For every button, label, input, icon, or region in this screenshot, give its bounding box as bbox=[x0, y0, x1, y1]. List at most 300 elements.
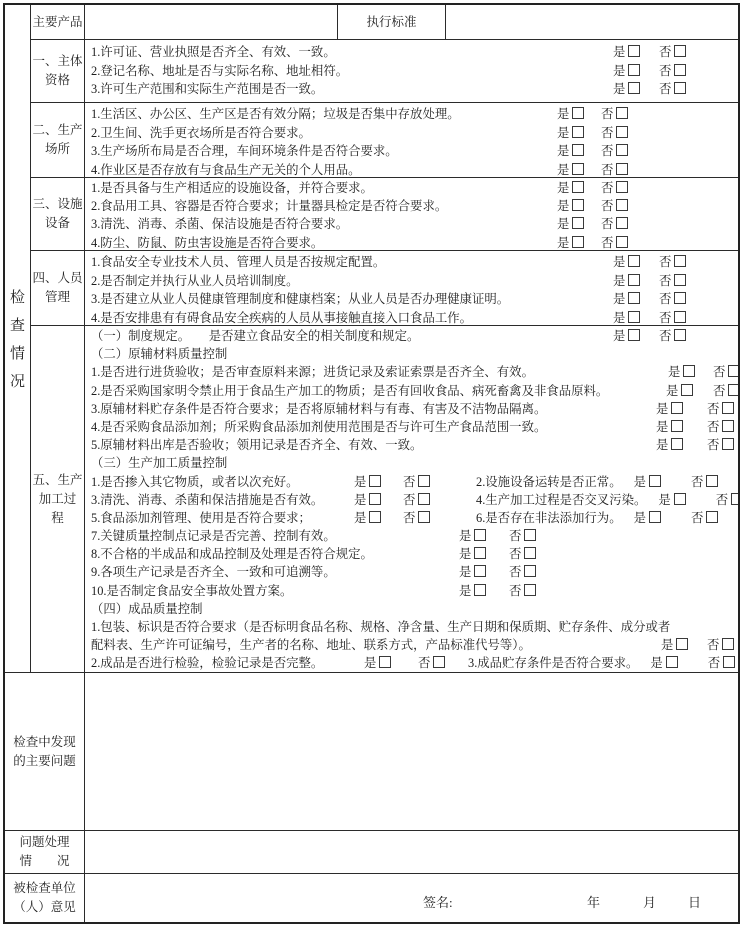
date-day-label: 日 bbox=[688, 895, 702, 910]
no-label: 否 bbox=[690, 510, 704, 525]
no-checkbox[interactable] bbox=[601, 142, 628, 161]
question-text: （二）原辅材料质量控制 bbox=[91, 347, 228, 362]
no-checkbox[interactable] bbox=[601, 124, 628, 143]
yes-label: 是 bbox=[656, 438, 669, 453]
checkbox-box bbox=[616, 236, 628, 248]
yes-checkbox[interactable] bbox=[634, 475, 661, 489]
checklist-line bbox=[91, 363, 738, 381]
checklist-line bbox=[91, 400, 738, 418]
yes-label: 是 bbox=[354, 510, 367, 525]
inspection-status-side-label-char: 检 bbox=[9, 290, 25, 306]
yes-checkbox[interactable] bbox=[354, 491, 381, 509]
checkbox-box bbox=[628, 255, 640, 267]
section-label-line: 一、主体 bbox=[32, 54, 83, 68]
checklist-line bbox=[91, 290, 738, 309]
yes-label: 是 bbox=[557, 235, 570, 250]
yes-checkbox[interactable] bbox=[613, 80, 640, 99]
checkbox-box bbox=[728, 384, 739, 396]
question-text: 10.是否制定食品安全事故处置方案。 bbox=[91, 583, 293, 598]
yes-checkbox[interactable] bbox=[557, 215, 584, 233]
no-checkbox[interactable] bbox=[713, 382, 739, 400]
question-text: 4.防尘、防鼠、防虫害设施是否符合要求。 bbox=[91, 235, 324, 250]
yes-checkbox[interactable] bbox=[666, 382, 693, 400]
section-label-line: 加工过 bbox=[38, 491, 77, 506]
date-month-label: 月 bbox=[643, 895, 657, 910]
checklist-line bbox=[91, 636, 738, 654]
question-text: 3.成品贮存条件是否符合要求。 bbox=[468, 656, 639, 671]
yes-checkbox[interactable] bbox=[656, 400, 683, 418]
no-label: 否 bbox=[659, 255, 672, 269]
no-checkbox[interactable] bbox=[659, 253, 686, 272]
yes-label: 是 bbox=[613, 310, 626, 325]
main-product-value-field[interactable] bbox=[84, 4, 338, 41]
checkbox-box bbox=[681, 384, 693, 396]
no-checkbox[interactable] bbox=[707, 636, 734, 654]
checkbox-box bbox=[628, 292, 640, 304]
yes-label: 是 bbox=[613, 255, 626, 269]
question-text: （一）制度规定。 是否建立食品安全的相关制度和规定。 bbox=[91, 329, 420, 343]
checklist-line bbox=[91, 161, 738, 179]
inspection-status-side-label-char: 况 bbox=[9, 374, 25, 390]
no-checkbox[interactable] bbox=[403, 509, 430, 527]
yes-checkbox[interactable] bbox=[557, 105, 584, 124]
checkbox-box bbox=[671, 438, 683, 450]
no-checkbox[interactable] bbox=[659, 80, 686, 99]
question-text: 2.设施设备运转是否正常。 bbox=[476, 474, 622, 489]
main-product-label-text: 主要产品 bbox=[32, 15, 83, 29]
no-checkbox[interactable] bbox=[659, 43, 686, 62]
no-label: 否 bbox=[659, 329, 672, 343]
no-checkbox[interactable] bbox=[509, 582, 536, 600]
question-text: 4.生产加工过程是否交叉污染。 bbox=[476, 492, 647, 507]
no-label: 否 bbox=[707, 419, 720, 434]
checklist-line bbox=[91, 234, 738, 251]
question-text: 3.清洗、消毒、杀菌和保洁措施是否有效。 bbox=[91, 492, 324, 507]
section-label-4 bbox=[30, 250, 85, 326]
checkbox-box bbox=[706, 511, 718, 523]
checkbox-box bbox=[474, 565, 486, 577]
checkbox-box bbox=[674, 329, 686, 341]
yes-checkbox[interactable] bbox=[364, 654, 391, 672]
checkbox-box bbox=[524, 565, 536, 577]
checklist-line bbox=[91, 197, 738, 215]
yes-checkbox[interactable] bbox=[354, 473, 381, 491]
section-label-line: 四、人员 bbox=[32, 271, 83, 285]
no-label: 否 bbox=[659, 273, 672, 288]
issue-handling-label bbox=[4, 830, 85, 874]
no-label: 否 bbox=[715, 492, 729, 507]
no-label: 否 bbox=[509, 565, 522, 580]
question-text: 配料表、生产许可证编号，生产者的名称、地址、联系方式，产品标准代号等）。 bbox=[91, 638, 531, 653]
section-label-line: 场所 bbox=[44, 142, 70, 156]
no-checkbox[interactable] bbox=[707, 400, 734, 418]
inspected-opinion-content-field[interactable] bbox=[84, 873, 739, 923]
issues-found-label bbox=[4, 672, 85, 831]
yes-label: 是 bbox=[650, 656, 663, 671]
no-checkbox[interactable] bbox=[659, 272, 686, 291]
inspected-opinion-label-line1: 被检查单位 bbox=[13, 881, 76, 895]
issues-found-label-line1: 检查中发现 bbox=[13, 734, 76, 749]
section-label-2 bbox=[30, 102, 85, 178]
checklist-line bbox=[91, 327, 738, 345]
checkbox-box bbox=[628, 274, 640, 286]
checkbox-box bbox=[369, 511, 381, 523]
no-checkbox[interactable] bbox=[601, 215, 628, 233]
yes-checkbox[interactable] bbox=[459, 563, 486, 581]
yes-label: 是 bbox=[557, 144, 570, 158]
checklist-line bbox=[91, 179, 738, 197]
yes-checkbox[interactable] bbox=[557, 124, 584, 143]
checkbox-box bbox=[433, 656, 445, 668]
yes-checkbox[interactable] bbox=[613, 43, 640, 62]
checkbox-box bbox=[369, 475, 381, 487]
issue-handling-label-line1: 问题处理 bbox=[19, 835, 70, 849]
checkbox-box bbox=[572, 181, 584, 193]
question-text: 3.清洗、消毒、杀菌、保洁设施是否符合要求。 bbox=[91, 217, 349, 232]
checkbox-box bbox=[474, 529, 486, 541]
checkbox-box bbox=[674, 274, 686, 286]
yes-checkbox[interactable] bbox=[557, 234, 584, 251]
yes-checkbox[interactable] bbox=[459, 582, 486, 600]
section-content-3 bbox=[84, 177, 739, 251]
question-text: 2.登记名称、地址是否与实际名称、地址相符。 bbox=[91, 63, 349, 78]
question-text: 6.是否存在非法添加行为。 bbox=[476, 510, 622, 525]
yes-label: 是 bbox=[557, 217, 570, 232]
no-label: 否 bbox=[403, 510, 416, 525]
checklist-line bbox=[91, 654, 738, 672]
sub-question-group bbox=[468, 654, 735, 672]
no-label: 否 bbox=[403, 474, 416, 489]
question-text: 8.不合格的半成品和成品控制及处理是否符合规定。 bbox=[91, 547, 373, 562]
no-label: 否 bbox=[403, 492, 416, 507]
checklist-line bbox=[91, 345, 738, 363]
checkbox-box bbox=[731, 493, 739, 505]
date-year-label: 年 bbox=[587, 895, 601, 910]
checkbox-box bbox=[649, 511, 661, 523]
execution-standard-label bbox=[337, 4, 446, 41]
no-checkbox[interactable] bbox=[601, 179, 628, 197]
question-text: （四）成品质量控制 bbox=[91, 601, 203, 616]
yes-checkbox[interactable] bbox=[668, 363, 695, 381]
no-checkbox[interactable] bbox=[601, 234, 628, 251]
checkbox-box bbox=[674, 255, 686, 267]
issue-handling-label-line2: 情 况 bbox=[19, 854, 70, 868]
checkbox-box bbox=[418, 493, 430, 505]
inspected-opinion-label bbox=[4, 873, 85, 923]
checkbox-box bbox=[418, 511, 430, 523]
no-checkbox[interactable] bbox=[403, 473, 430, 491]
checklist-line bbox=[91, 418, 738, 436]
no-checkbox[interactable] bbox=[659, 309, 686, 327]
checkbox-box bbox=[628, 329, 640, 341]
no-label: 否 bbox=[659, 82, 672, 96]
yes-checkbox[interactable] bbox=[613, 327, 640, 345]
no-label: 否 bbox=[601, 199, 614, 214]
yes-checkbox[interactable] bbox=[613, 253, 640, 272]
section-label-5 bbox=[30, 325, 85, 673]
signature-label: 签名: bbox=[423, 895, 453, 910]
no-checkbox[interactable] bbox=[659, 327, 686, 345]
checkbox-box bbox=[572, 236, 584, 248]
checkbox-box bbox=[674, 493, 686, 505]
checkbox-box bbox=[616, 126, 628, 138]
question-text: 1.生活区、办公区、生产区是否有效分隔；垃圾是否集中存放处理。 bbox=[91, 107, 460, 121]
checkbox-box bbox=[524, 529, 536, 541]
question-text: 7.关键质量控制点记录是否完善、控制有效。 bbox=[91, 529, 336, 544]
yes-checkbox[interactable] bbox=[557, 142, 584, 161]
no-label: 否 bbox=[601, 235, 614, 250]
no-checkbox[interactable] bbox=[713, 363, 739, 381]
inspection-status-side-label bbox=[4, 4, 31, 673]
no-checkbox[interactable] bbox=[691, 475, 718, 489]
yes-checkbox[interactable] bbox=[613, 62, 640, 81]
checkbox-box bbox=[723, 656, 735, 668]
question-text: 1.是否进行进货验收；是否审查原料来源；进货记录及索证索票是否齐全、有效。 bbox=[91, 365, 534, 380]
checkbox-box bbox=[524, 547, 536, 559]
no-checkbox[interactable] bbox=[707, 418, 734, 436]
checklist-line bbox=[91, 527, 738, 545]
checkbox-box bbox=[628, 82, 640, 94]
checkbox-box bbox=[666, 656, 678, 668]
checkbox-box bbox=[722, 438, 734, 450]
yes-label: 是 bbox=[354, 492, 367, 507]
inspection-status-side-label-char: 情 bbox=[9, 346, 25, 362]
yes-label: 是 bbox=[557, 125, 570, 140]
no-label: 否 bbox=[601, 107, 614, 121]
execution-standard-label-text: 执行标准 bbox=[366, 15, 417, 29]
checklist-line bbox=[91, 253, 738, 272]
no-label: 否 bbox=[601, 217, 614, 232]
checklist-line bbox=[91, 309, 738, 327]
checklist-line bbox=[91, 80, 738, 99]
question-text: 1.是否掺入其它物质，或者以次充好。 bbox=[91, 474, 299, 489]
checkbox-box bbox=[572, 217, 584, 229]
question-text: 1.是否具备与生产相适应的设施设备，并符合要求。 bbox=[91, 181, 373, 195]
question-text: （三）生产加工质量控制 bbox=[91, 456, 228, 471]
no-label: 否 bbox=[713, 365, 726, 380]
question-text: 2.是否制定并执行从业人员培训制度。 bbox=[91, 273, 299, 288]
yes-label: 是 bbox=[459, 565, 472, 580]
no-label: 否 bbox=[659, 63, 672, 78]
checkbox-box bbox=[474, 584, 486, 596]
section-label-line: 资格 bbox=[44, 73, 70, 87]
question-text: 4.作业区是否存放有与食品生产无关的个人用品。 bbox=[91, 162, 361, 177]
no-checkbox[interactable] bbox=[707, 436, 734, 454]
yes-label: 是 bbox=[557, 181, 570, 195]
yes-label: 是 bbox=[459, 529, 472, 544]
checkbox-box bbox=[728, 365, 739, 377]
no-checkbox[interactable] bbox=[659, 62, 686, 81]
question-text: 4.是否采购食品添加剂；所采购食品添加剂使用范围是否与许可生产食品范围一致。 bbox=[91, 419, 547, 434]
section-label-line: 程 bbox=[51, 510, 64, 525]
no-label: 否 bbox=[601, 125, 614, 140]
no-label: 否 bbox=[659, 310, 672, 325]
yes-checkbox[interactable] bbox=[557, 161, 584, 179]
section-label-line: 二、生产 bbox=[32, 123, 83, 137]
checkbox-box bbox=[572, 163, 584, 175]
yes-label: 是 bbox=[459, 583, 472, 598]
checklist-line bbox=[91, 382, 738, 400]
checklist-line bbox=[91, 215, 738, 233]
sub-question-group bbox=[476, 473, 718, 491]
checkbox-box bbox=[674, 292, 686, 304]
issues-found-label-line2: 的主要问题 bbox=[13, 753, 76, 768]
checkbox-box bbox=[674, 45, 686, 57]
checklist-line bbox=[91, 509, 738, 527]
section-label-line: 五、生产 bbox=[32, 472, 83, 487]
checkbox-box bbox=[674, 64, 686, 76]
section-content-1 bbox=[84, 39, 739, 103]
yes-checkbox[interactable] bbox=[634, 511, 661, 525]
question-text: 1.食品安全专业技术人员、管理人员是否按规定配置。 bbox=[91, 255, 386, 269]
yes-checkbox[interactable] bbox=[656, 436, 683, 454]
yes-checkbox[interactable] bbox=[459, 545, 486, 563]
checkbox-box bbox=[616, 144, 628, 156]
no-checkbox[interactable] bbox=[691, 511, 718, 525]
no-checkbox[interactable] bbox=[659, 290, 686, 309]
yes-checkbox[interactable] bbox=[613, 309, 640, 327]
yes-label: 是 bbox=[666, 383, 679, 398]
yes-label: 是 bbox=[354, 474, 367, 489]
yes-label: 是 bbox=[364, 656, 377, 671]
yes-label: 是 bbox=[658, 492, 671, 507]
checkbox-box bbox=[722, 402, 734, 414]
yes-label: 是 bbox=[633, 510, 646, 525]
section-label-line: 三、设施 bbox=[32, 197, 83, 211]
question-text: 3.许可生产范围和实际生产范围是否一致。 bbox=[91, 82, 324, 96]
sub-question-group bbox=[476, 509, 718, 527]
sub-question-group bbox=[476, 491, 739, 509]
issues-found-content-field[interactable] bbox=[84, 672, 739, 831]
no-label: 否 bbox=[659, 45, 672, 59]
section-content-2 bbox=[84, 102, 739, 178]
checkbox-box bbox=[524, 584, 536, 596]
no-label: 否 bbox=[707, 438, 720, 453]
no-checkbox[interactable] bbox=[708, 656, 735, 670]
yes-label: 是 bbox=[668, 365, 681, 380]
no-label: 否 bbox=[509, 529, 522, 544]
yes-checkbox[interactable] bbox=[557, 197, 584, 215]
question-text: 2.卫生间、洗手更衣场所是否符合要求。 bbox=[91, 125, 311, 140]
checkbox-box bbox=[628, 311, 640, 323]
checkbox-box bbox=[616, 107, 628, 119]
checkbox-box bbox=[628, 45, 640, 57]
no-checkbox[interactable] bbox=[601, 197, 628, 215]
checklist-line bbox=[91, 142, 738, 161]
question-text: 2.成品是否进行检验，检验记录是否完整。 bbox=[91, 656, 324, 671]
yes-label: 是 bbox=[557, 162, 570, 177]
no-label: 否 bbox=[713, 383, 726, 398]
checkbox-box bbox=[676, 638, 688, 650]
no-checkbox[interactable] bbox=[509, 545, 536, 563]
checkbox-box bbox=[572, 144, 584, 156]
main-product-label bbox=[30, 4, 85, 41]
checklist-line bbox=[91, 272, 738, 291]
no-checkbox[interactable] bbox=[601, 161, 628, 179]
no-checkbox[interactable] bbox=[601, 105, 628, 124]
question-text: 3.是否建立从业人员健康管理制度和健康档案；从业人员是否办理健康证明。 bbox=[91, 292, 510, 306]
checkbox-box bbox=[369, 493, 381, 505]
section-label-line: 设备 bbox=[44, 216, 70, 230]
question-text: 3.原辅材料贮存条件是否符合要求；是否将原辅材料与有毒、有害及不洁物品隔离。 bbox=[91, 401, 547, 416]
checkbox-box bbox=[379, 656, 391, 668]
checkbox-box bbox=[649, 475, 661, 487]
yes-label: 是 bbox=[613, 273, 626, 288]
checklist-line bbox=[91, 43, 738, 62]
yes-checkbox[interactable] bbox=[650, 656, 677, 670]
question-text: 3.生产场所布局是否合理，车间环境条件是否符合要求。 bbox=[91, 144, 398, 158]
yes-checkbox[interactable] bbox=[613, 290, 640, 309]
yes-checkbox[interactable] bbox=[354, 509, 381, 527]
no-label: 否 bbox=[690, 474, 704, 489]
no-label: 否 bbox=[707, 656, 721, 671]
checkbox-box bbox=[474, 547, 486, 559]
yes-label: 是 bbox=[656, 401, 669, 416]
issue-handling-content-field[interactable] bbox=[84, 830, 739, 874]
no-label: 否 bbox=[509, 583, 522, 598]
no-label: 否 bbox=[601, 162, 614, 177]
yes-checkbox[interactable] bbox=[459, 527, 486, 545]
yes-label: 是 bbox=[613, 45, 626, 59]
checkbox-box bbox=[616, 181, 628, 193]
no-checkbox[interactable] bbox=[509, 563, 536, 581]
yes-label: 是 bbox=[613, 63, 626, 78]
no-label: 否 bbox=[659, 292, 672, 306]
no-checkbox[interactable] bbox=[509, 527, 536, 545]
section-content-5 bbox=[84, 325, 739, 673]
question-text: 1.包装、标识是否符合要求（是否标明食品名称、规格、净含量、生产日期和保质期、贮存条件、成分或者 bbox=[91, 620, 671, 634]
checkbox-box bbox=[683, 365, 695, 377]
checkbox-box bbox=[722, 638, 734, 650]
yes-checkbox[interactable] bbox=[557, 179, 584, 197]
yes-checkbox[interactable] bbox=[656, 418, 683, 436]
no-checkbox[interactable] bbox=[403, 491, 430, 509]
yes-checkbox[interactable] bbox=[658, 493, 685, 507]
checklist-line bbox=[91, 563, 738, 581]
checklist-line bbox=[91, 124, 738, 143]
yes-label: 是 bbox=[459, 547, 472, 562]
question-text: 5.原辅材料出库是否验收；领用记录是否齐全、有效、一致。 bbox=[91, 438, 423, 453]
checkbox-box bbox=[674, 311, 686, 323]
no-label: 否 bbox=[707, 401, 720, 416]
yes-label: 是 bbox=[661, 638, 674, 653]
no-checkbox[interactable] bbox=[418, 654, 445, 672]
checkbox-box bbox=[706, 475, 718, 487]
yes-label: 是 bbox=[557, 199, 570, 214]
checklist-line bbox=[91, 105, 738, 124]
checkbox-box bbox=[572, 107, 584, 119]
yes-label: 是 bbox=[656, 419, 669, 434]
question-text: 9.各项生产记录是否齐全、一致和可追溯等。 bbox=[91, 565, 336, 580]
checkbox-box bbox=[722, 420, 734, 432]
yes-checkbox[interactable] bbox=[613, 272, 640, 291]
yes-checkbox[interactable] bbox=[661, 636, 688, 654]
no-label: 否 bbox=[707, 638, 720, 653]
checkbox-box bbox=[572, 126, 584, 138]
yes-label: 是 bbox=[613, 329, 626, 343]
section-content-4 bbox=[84, 250, 739, 326]
question-text: 1.许可证、营业执照是否齐全、有效、一致。 bbox=[91, 45, 336, 59]
checkbox-box bbox=[628, 64, 640, 76]
checklist-line bbox=[91, 600, 738, 618]
inspection-status-side-label-char: 查 bbox=[9, 318, 25, 334]
section-label-line: 管理 bbox=[44, 290, 70, 304]
no-checkbox[interactable] bbox=[716, 493, 739, 507]
checkbox-box bbox=[616, 199, 628, 211]
execution-standard-value-field[interactable] bbox=[445, 4, 739, 41]
no-label: 否 bbox=[601, 144, 614, 158]
checklist-line bbox=[91, 62, 738, 81]
